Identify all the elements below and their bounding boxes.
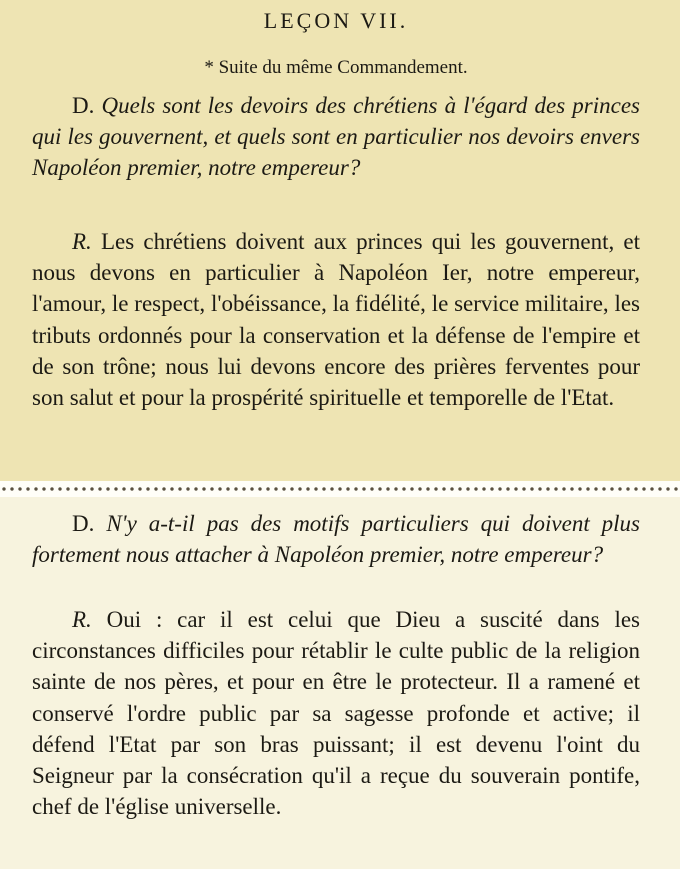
question-marker: D. <box>72 511 95 536</box>
question-text: Quels sont les devoirs des chrétiens à l'égard des princes qui les gouvernent, et quels sont en particulier nos devoirs envers Napoléon premier, notre empereur? <box>32 93 640 181</box>
answer-marker: R. <box>72 229 92 254</box>
dotted-rule <box>0 487 680 491</box>
answer-text: Oui : car il est celui que Dieu a suscité dans les circonstances difficiles pour rétablir le culte public de la religion sainte de nos pères, et pour en être le protecteur. Il a ramené et conservé l'ordre public par sa sagesse profonde et active; il défend l'Etat par son bras puissant; il est devenu l'oint du Seigneur par la consécration qu'il a reçue du souverain pontife, chef de l'église universelle. <box>32 607 640 820</box>
question-text: N'y a-t-il pas des motifs particuliers qui doivent plus fortement nous attacher à Napoléon premier, notre empereur? <box>32 511 640 568</box>
answer-text: Les chrétiens doivent aux princes qui les gouvernent, et nous devons en particulier à Napoléon Ier, notre empereur, l'amour, le respect, l'obéissance, la fidélité, le service militaire, les tributs ordonnés pour la conservation et la défense de l'empire et de son trône; nous lui devons encore des prières ferventes pour son salut et pour la prospérité spirituelle et temporelle de l'Etat. <box>32 229 641 411</box>
lower-question <box>32 508 640 570</box>
upper-question <box>32 90 640 184</box>
lesson-heading: LEÇON VII. <box>263 8 409 33</box>
answer-marker: R. <box>72 607 92 632</box>
lower-answer <box>32 604 640 822</box>
upper-answer <box>32 226 640 413</box>
question-marker: D. <box>72 93 95 118</box>
lesson-subheading: * Suite du même Commandement. <box>204 57 468 78</box>
